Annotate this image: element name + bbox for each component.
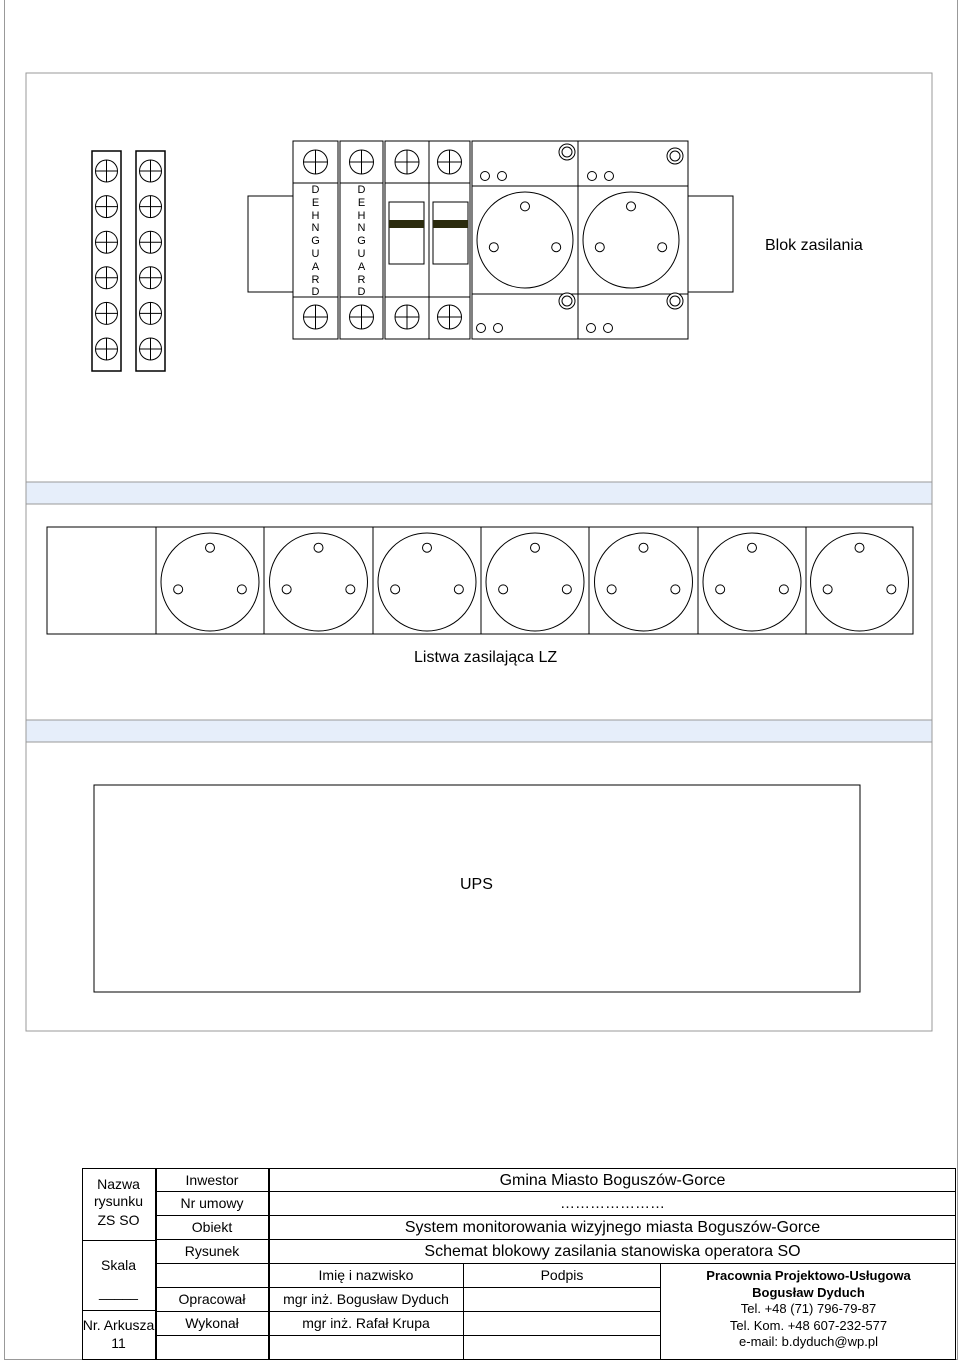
socket-pin (627, 202, 636, 211)
socket-pin (748, 543, 757, 552)
indicator-hole (588, 172, 597, 181)
dehn-letter: A (311, 260, 320, 273)
socket-pin (423, 543, 432, 552)
drawing-value: Schemat blokowy zasilania stanowiska operatora SO (424, 1243, 801, 1260)
din-rail-bottom (26, 720, 932, 742)
dehn-letter: D (311, 184, 320, 196)
indicator-hole (587, 324, 596, 333)
drawing-label: Rysunek (184, 1243, 240, 1259)
executed-by-label: Wykonał (185, 1315, 239, 1331)
sheet-number-label: Nr. Arkusza (82, 1317, 155, 1333)
breaker-toggle-1 (389, 220, 424, 228)
sheet-number-value: 11 (111, 1335, 126, 1351)
socket-pin (823, 585, 832, 594)
breaker-switch-1 (389, 202, 424, 264)
breaker-toggle-2 (433, 220, 468, 228)
object-value: System monitorowania wizyjnego miasta Boguszów-Gorce (404, 1219, 821, 1236)
right-mount-tab (688, 196, 733, 292)
left-mount-tab (248, 196, 293, 292)
indicator-hole (604, 324, 613, 333)
indicator-hole (477, 324, 486, 333)
socket-pin (237, 585, 246, 594)
breaker-switch-2 (433, 202, 468, 264)
socket-pin (206, 543, 215, 552)
dehn-letter: G (357, 235, 366, 248)
scale-label: Skala (100, 1257, 137, 1273)
investor-value: Gmina Miasto Boguszów-Gorce (499, 1171, 726, 1189)
ups-label: UPS (460, 876, 493, 893)
drawing-name-text: Nazwa rysunku (93, 1176, 144, 1209)
terminal-strips (92, 151, 165, 371)
firm-phone: Tel. +48 (71) 796-79-87 (740, 1301, 877, 1316)
socket-pin (639, 543, 648, 552)
din-rail-top (26, 482, 932, 504)
socket-pin (391, 585, 400, 594)
socket-pin (779, 585, 788, 594)
socket-pin (314, 543, 323, 552)
socket-pin (499, 585, 508, 594)
firm-info (661, 1268, 956, 1351)
firm-email: e-mail: b.dyduch@wp.pl (739, 1334, 878, 1349)
drawing-name-value: ZS SO (97, 1212, 140, 1228)
dehn-letter: U (311, 247, 320, 260)
socket-pin (531, 543, 540, 552)
investor-label: Inwestor (185, 1171, 239, 1188)
socket-pin (658, 243, 667, 252)
dehn-letter: N (357, 222, 366, 235)
dehn-letter: D (357, 286, 366, 299)
socket-pin (716, 585, 725, 594)
dehnguard-label-1 (293, 184, 338, 299)
signature-header: Podpis (540, 1267, 584, 1283)
dehn-letter: D (311, 286, 320, 299)
dehn-letter: A (357, 260, 366, 273)
firm-owner: Bogusław Dyduch (752, 1284, 865, 1300)
dehn-letter: G (311, 235, 320, 248)
dehn-letter: N (311, 222, 320, 235)
dehn-letter: E (357, 196, 366, 209)
indicator-hole (498, 172, 507, 181)
contract-number-value: ………………… (560, 1195, 665, 1212)
drawing-name-label (82, 1176, 155, 1210)
dehn-letter: D (357, 184, 366, 196)
socket-pin (595, 243, 604, 252)
name-header: Imię i nazwisko (318, 1267, 414, 1283)
socket-pin (855, 543, 864, 552)
prepared-by-value: mgr inż. Bogusław Dyduch (283, 1291, 449, 1307)
contract-number-label: Nr umowy (180, 1195, 244, 1211)
dehnguard-label-2 (340, 184, 383, 299)
dehn-letter: E (311, 196, 320, 209)
socket-pin (174, 585, 183, 594)
socket-pin (346, 585, 355, 594)
socket-pin (454, 585, 463, 594)
socket-pin (562, 585, 571, 594)
socket-pin (282, 585, 291, 594)
executed-by-value: mgr inż. Rafał Krupa (302, 1315, 430, 1331)
socket-pin (607, 585, 616, 594)
dehn-letter: H (311, 209, 320, 222)
dehn-letter: H (357, 209, 366, 222)
power-strip-label: Listwa zasilająca LZ (414, 649, 558, 666)
dehn-letter: R (357, 273, 366, 286)
dehn-letter: U (357, 247, 366, 260)
indicator-hole (605, 172, 614, 181)
power-block-label: Blok zasilania (765, 237, 863, 254)
indicator-hole (481, 172, 490, 181)
dehn-letter: R (311, 273, 320, 286)
socket-pin (521, 202, 530, 211)
socket-pin (671, 585, 680, 594)
scale-value: _____ (99, 1284, 138, 1300)
object-label: Obiekt (191, 1219, 233, 1235)
power-strip (47, 527, 913, 634)
indicator-hole (494, 324, 503, 333)
socket-pin (552, 243, 561, 252)
socket-pin (489, 243, 498, 252)
prepared-by-label: Opracował (178, 1291, 246, 1307)
firm-mobile: Tel. Kom. +48 607-232-577 (729, 1317, 888, 1333)
socket-pin (887, 585, 896, 594)
firm-name: Pracownia Projektowo-Usługowa (706, 1268, 911, 1283)
